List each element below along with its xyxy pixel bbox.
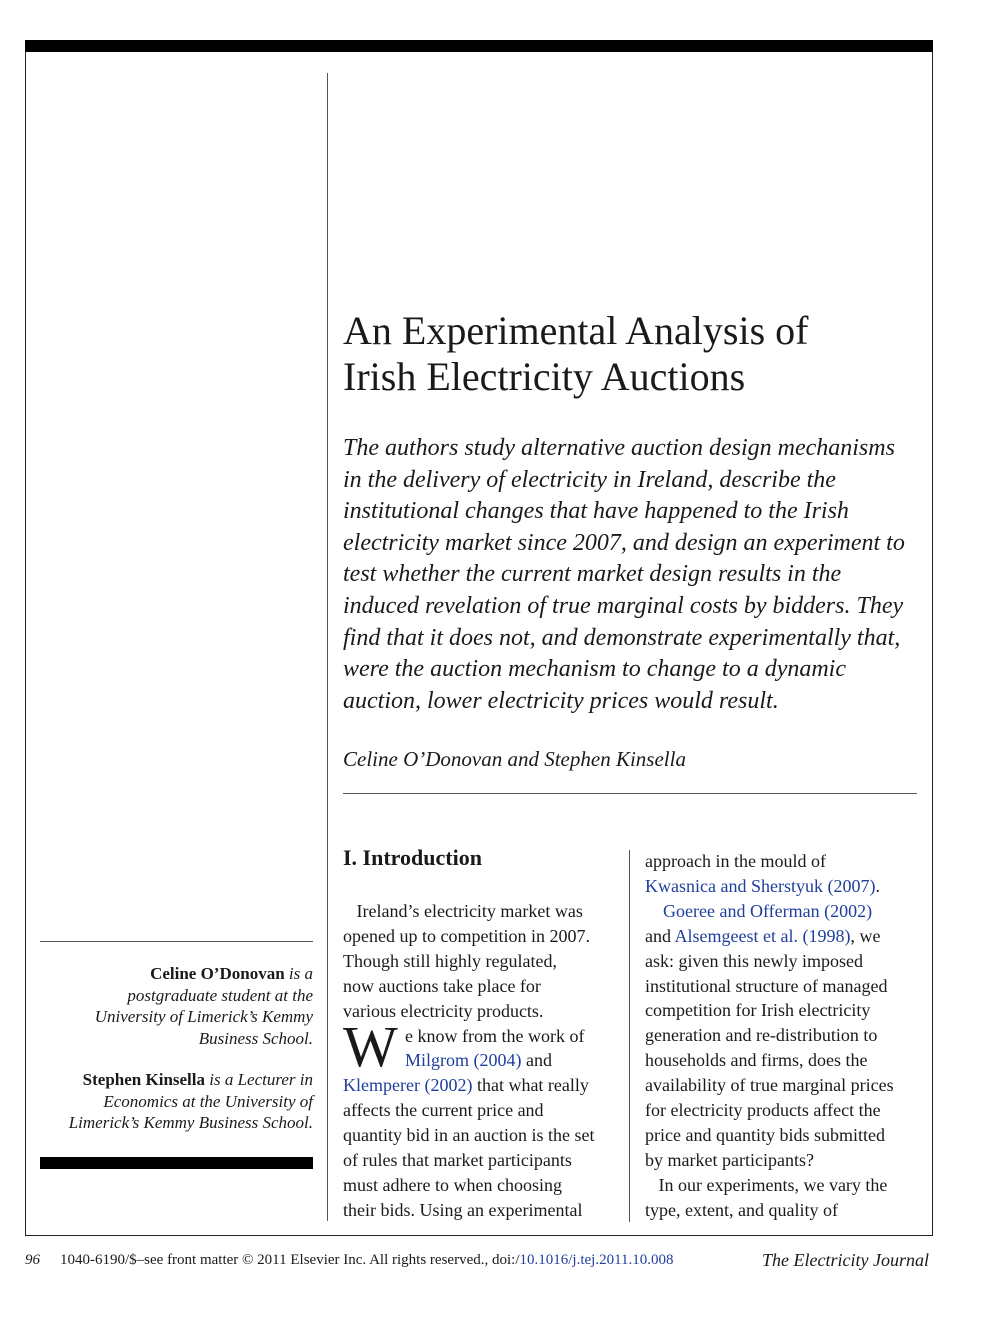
body-line: ask: given this newly imposed xyxy=(645,950,863,971)
abstract-line: institutional changes that have happened to the Irish xyxy=(343,498,849,525)
body-line: Ireland’s electricity market was xyxy=(343,901,583,921)
author-desc: is a xyxy=(284,964,313,983)
body-line: approach in the mould of xyxy=(645,851,826,871)
body-text: that what really xyxy=(472,1075,589,1096)
abstract-line: electricity market since 2007, and design an experiment to xyxy=(343,529,905,556)
citation-link[interactable]: Milgrom (2004) xyxy=(405,1050,522,1071)
sidebar-bar xyxy=(40,1157,313,1169)
author-note-line: University of Limerick’s Kemmy xyxy=(94,1007,313,1026)
author-note-line xyxy=(40,1069,313,1091)
author-desc: is a Lecturer in xyxy=(205,1070,313,1089)
journal-name: The Electricity Journal xyxy=(762,1250,929,1270)
copyright-text: 1040-6190/$–see front matter © 2011 Elsevier Inc. All rights reserved., doi:/ xyxy=(60,1252,520,1268)
body-text: e know from the work of xyxy=(405,1025,585,1046)
frame-left-border xyxy=(25,52,26,1235)
abstract-line: induced revelation of true marginal costs by bidders. They xyxy=(343,592,904,619)
article-title xyxy=(343,308,923,400)
body-line: must adhere to when choosing xyxy=(343,1174,562,1195)
author-note-line: postgraduate student at the xyxy=(127,985,313,1005)
top-bar xyxy=(25,40,933,52)
citation-link[interactable]: Goeree and Offerman (2002) xyxy=(663,900,873,921)
text-column-divider xyxy=(629,850,630,1222)
body-text: and xyxy=(521,1050,552,1071)
body-line: by market participants? xyxy=(645,1149,814,1170)
author-note-2 xyxy=(40,1069,313,1134)
title-line-1: An Experimental Analysis of xyxy=(343,308,809,353)
body-line: opened up to competition in 2007. xyxy=(343,925,590,946)
body-line: households and firms, does the xyxy=(645,1050,868,1071)
abstract-line: were the auction mechanism to change to a dynamic xyxy=(343,656,846,683)
abstract xyxy=(343,433,933,717)
header-rule xyxy=(343,793,917,794)
body-line: availability of true marginal prices xyxy=(645,1075,894,1096)
author-note-line: Economics at the University of xyxy=(103,1091,313,1111)
author-note-line xyxy=(40,963,313,985)
page-number: 96 xyxy=(25,1252,40,1268)
body-line: competition for Irish electricity xyxy=(645,1000,871,1021)
frame-bottom-border xyxy=(25,1235,933,1236)
body-column-2 xyxy=(645,849,925,1223)
body-line: generation and re-distribution to xyxy=(645,1025,878,1046)
body-line: various electricity products. xyxy=(343,1000,544,1021)
author-byline: Celine O’Donovan and Stephen Kinsella xyxy=(343,747,686,771)
body-line: institutional structure of managed xyxy=(645,975,888,996)
main-column-divider xyxy=(327,73,328,1221)
author-note-1 xyxy=(40,963,313,1049)
abstract-line: in the delivery of electricity in Ireland, describe the xyxy=(343,466,836,493)
body-line xyxy=(645,874,925,899)
citation-link[interactable]: Klemperer (2002) xyxy=(343,1075,473,1096)
body-line: In our experiments, we vary the xyxy=(645,1174,888,1195)
body-line: their bids. Using an experimental xyxy=(343,1199,583,1220)
body-line: Though still highly regulated, xyxy=(343,950,557,971)
body-text: . xyxy=(875,875,880,896)
body-column-1 xyxy=(343,899,618,1223)
author-name: Celine O’Donovan xyxy=(150,964,285,983)
abstract-line: find that it does not, and demonstrate experimentally that, xyxy=(343,624,901,651)
abstract-line: test whether the current market design results in the xyxy=(343,561,842,588)
body-line: now auctions take place for xyxy=(343,975,541,996)
author-note-line: Business School. xyxy=(198,1028,313,1048)
body-line: quantity bid in an auction is the set xyxy=(343,1125,595,1146)
abstract-line: The authors study alternative auction design mechanisms xyxy=(343,435,895,461)
author-note-line: Limerick’s Kemmy Business School. xyxy=(68,1113,313,1132)
abstract-line: auction, lower electricity prices would result. xyxy=(343,687,779,714)
body-text: and xyxy=(645,925,675,946)
body-text: , we xyxy=(850,925,881,946)
body-line: type, extent, and quality of xyxy=(645,1199,838,1220)
copyright-line xyxy=(60,1252,674,1269)
citation-link[interactable]: Alsemgeest et al. (1998) xyxy=(674,925,851,946)
body-line: of rules that market participants xyxy=(343,1150,572,1171)
citation-link[interactable]: Kwasnica and Sherstyuk (2007) xyxy=(645,875,876,896)
body-line: for electricity products affect the xyxy=(645,1100,881,1121)
body-line xyxy=(645,899,925,924)
title-line-2: Irish Electricity Auctions xyxy=(343,354,746,399)
body-line: affects the current price and xyxy=(343,1100,544,1121)
section-heading: I. Introduction xyxy=(343,845,482,870)
body-line: price and quantity bids submitted xyxy=(645,1124,885,1145)
author-name: Stephen Kinsella xyxy=(82,1070,206,1089)
drop-cap: W xyxy=(343,1014,398,1079)
sidebar-rule xyxy=(40,941,313,942)
body-line xyxy=(645,924,925,949)
doi-link[interactable]: 10.1016/j.tej.2011.10.008 xyxy=(519,1252,674,1268)
